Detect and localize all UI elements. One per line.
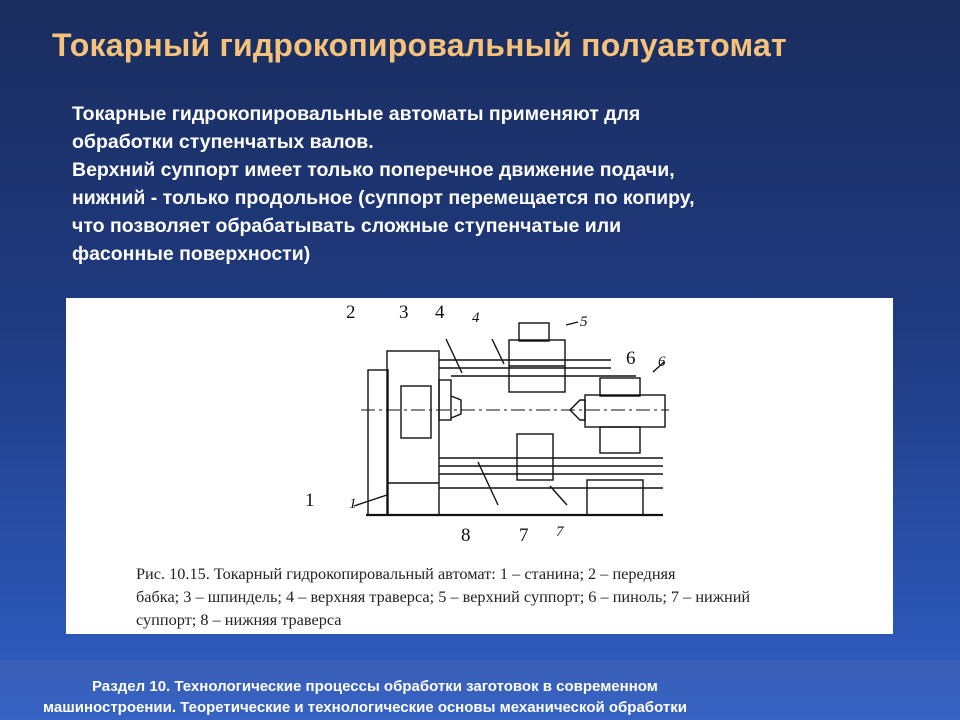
caption-line: бабка; 3 – шпиндель; 4 – верхняя траверса; 5 – верхний суппорт; 6 – пиноль; 7 – нижний <box>136 587 751 606</box>
label-1: 1 <box>305 490 315 511</box>
description-text <box>72 100 872 268</box>
description-line: нижний - только продольное (суппорт перемещается по копиру, <box>72 187 695 209</box>
label-6: 6 <box>626 348 636 369</box>
label-5-italic: 5 <box>580 314 588 330</box>
lathe-figure <box>66 298 893 634</box>
label-7: 7 <box>519 525 529 546</box>
description-line: Токарные гидрокопировальные автоматы применяют для <box>72 103 641 125</box>
description-line: Верхний суппорт имеет только поперечное движение подачи, <box>72 159 675 181</box>
description-line: что позволяет обрабатывать сложные ступенчатые или <box>72 215 622 237</box>
caption-line: Рис. 10.15. Токарный гидрокопировальный автомат: 1 – станина; 2 – передняя <box>136 564 676 583</box>
label-7-italic: 7 <box>556 524 564 540</box>
figure-caption <box>136 562 882 631</box>
label-1-italic: 1 <box>349 496 357 512</box>
description-line: фасонные поверхности) <box>72 243 311 265</box>
footer-line: Раздел 10. Технологические процессы обработки заготовок в современном <box>92 678 658 695</box>
label-8: 8 <box>461 525 471 546</box>
footer-line: машиностроении. Теоретические и технологические основы механической обработки <box>43 699 687 716</box>
label-3: 3 <box>399 302 409 323</box>
label-6-italic: 6 <box>658 354 666 370</box>
label-4: 4 <box>435 302 445 323</box>
slide-title: Токарный гидрокопировальный полуавтомат <box>52 27 787 63</box>
description-line: обработки ступенчатых валов. <box>72 131 374 153</box>
label-4-italic: 4 <box>472 310 480 326</box>
label-2: 2 <box>346 302 356 323</box>
caption-line: суппорт; 8 – нижняя траверса <box>136 610 342 629</box>
